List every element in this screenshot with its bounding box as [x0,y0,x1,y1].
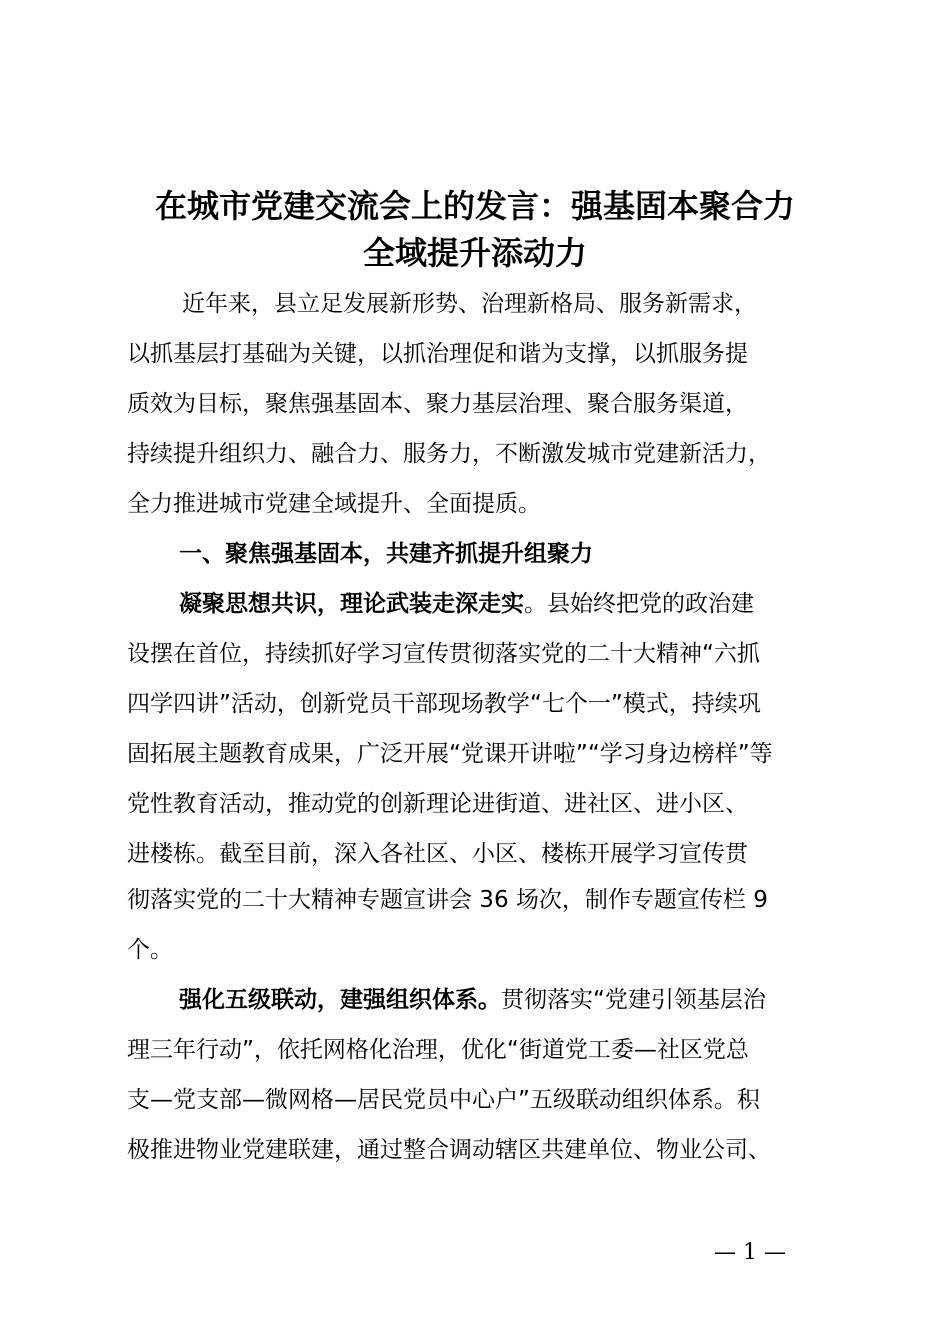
paragraph-2-lead: 强化五级联动，建强组织体系。 [179,987,501,1013]
paragraph-2-line: 支—党支部—微网格—居民党员中心户”五级联动组织体系。积 [127,1087,760,1113]
section-1-heading: 一、聚焦强基固本，共建齐抓提升组聚力 [179,541,593,567]
paragraph-1-line: 个。 [127,937,173,963]
intro-line-2: 以抓基层打基础为关键，以抓治理促和谐为支撑，以抓服务提 [127,341,748,367]
paragraph-1-line: 固拓展主题教育成果，广泛开展“党课开讲啦”“学习身边榜样”等 [127,741,773,767]
paragraph-1-line: 党性教育活动，推动党的创新理论进街道、进社区、进小区、 [127,791,748,817]
paragraph-1-line: 进楼栋。截至目前，深入各社区、小区、楼栋开展学习宣传贯 [127,841,748,867]
paragraph-2-line: 极推进物业党建联建，通过整合调动辖区共建单位、物业公司、 [127,1137,771,1163]
paragraph-2-lead-tail: 贯彻落实“党建引领基层治 [501,987,766,1013]
paragraph-2-line: 理三年行动”，依托网格化治理，优化“街道党工委—社区党总 [127,1037,749,1063]
page-number: — 1 — [714,1240,786,1265]
document-title-line-1: 在城市党建交流会上的发言：强基固本聚合力 [154,187,795,225]
intro-line-3: 质效为目标，聚焦强基固本、聚力基层治理、聚合服务渠道， [127,391,748,417]
paragraph-1-first-line [179,589,754,619]
paragraph-1-line: 设摆在首位，持续抓好学习宣传贯彻落实党的二十大精神“六抓 [127,641,760,667]
intro-line-1: 近年来，县立足发展新形势、治理新格局、服务新需求， [182,291,757,317]
paragraph-1-line: 彻落实党的二十大精神专题宣讲会 36 场次，制作专题宣传栏 9 [127,887,768,913]
paragraph-1-lead-tail: 。县始终把党的政治建 [524,591,754,617]
document-title-line-2: 全域提升添动力 [362,234,587,272]
intro-line-4: 持续提升组织力、融合力、服务力，不断激发城市党建新活力， [127,441,771,467]
paragraph-1-lead: 凝聚思想共识，理论武装走深走实 [179,591,524,617]
intro-line-5: 全力推进城市党建全域提升、全面提质。 [127,491,541,517]
paragraph-1-line: 四学四讲”活动，创新党员干部现场教学“七个一”模式，持续巩 [127,691,761,717]
paragraph-2-first-line [179,985,766,1015]
